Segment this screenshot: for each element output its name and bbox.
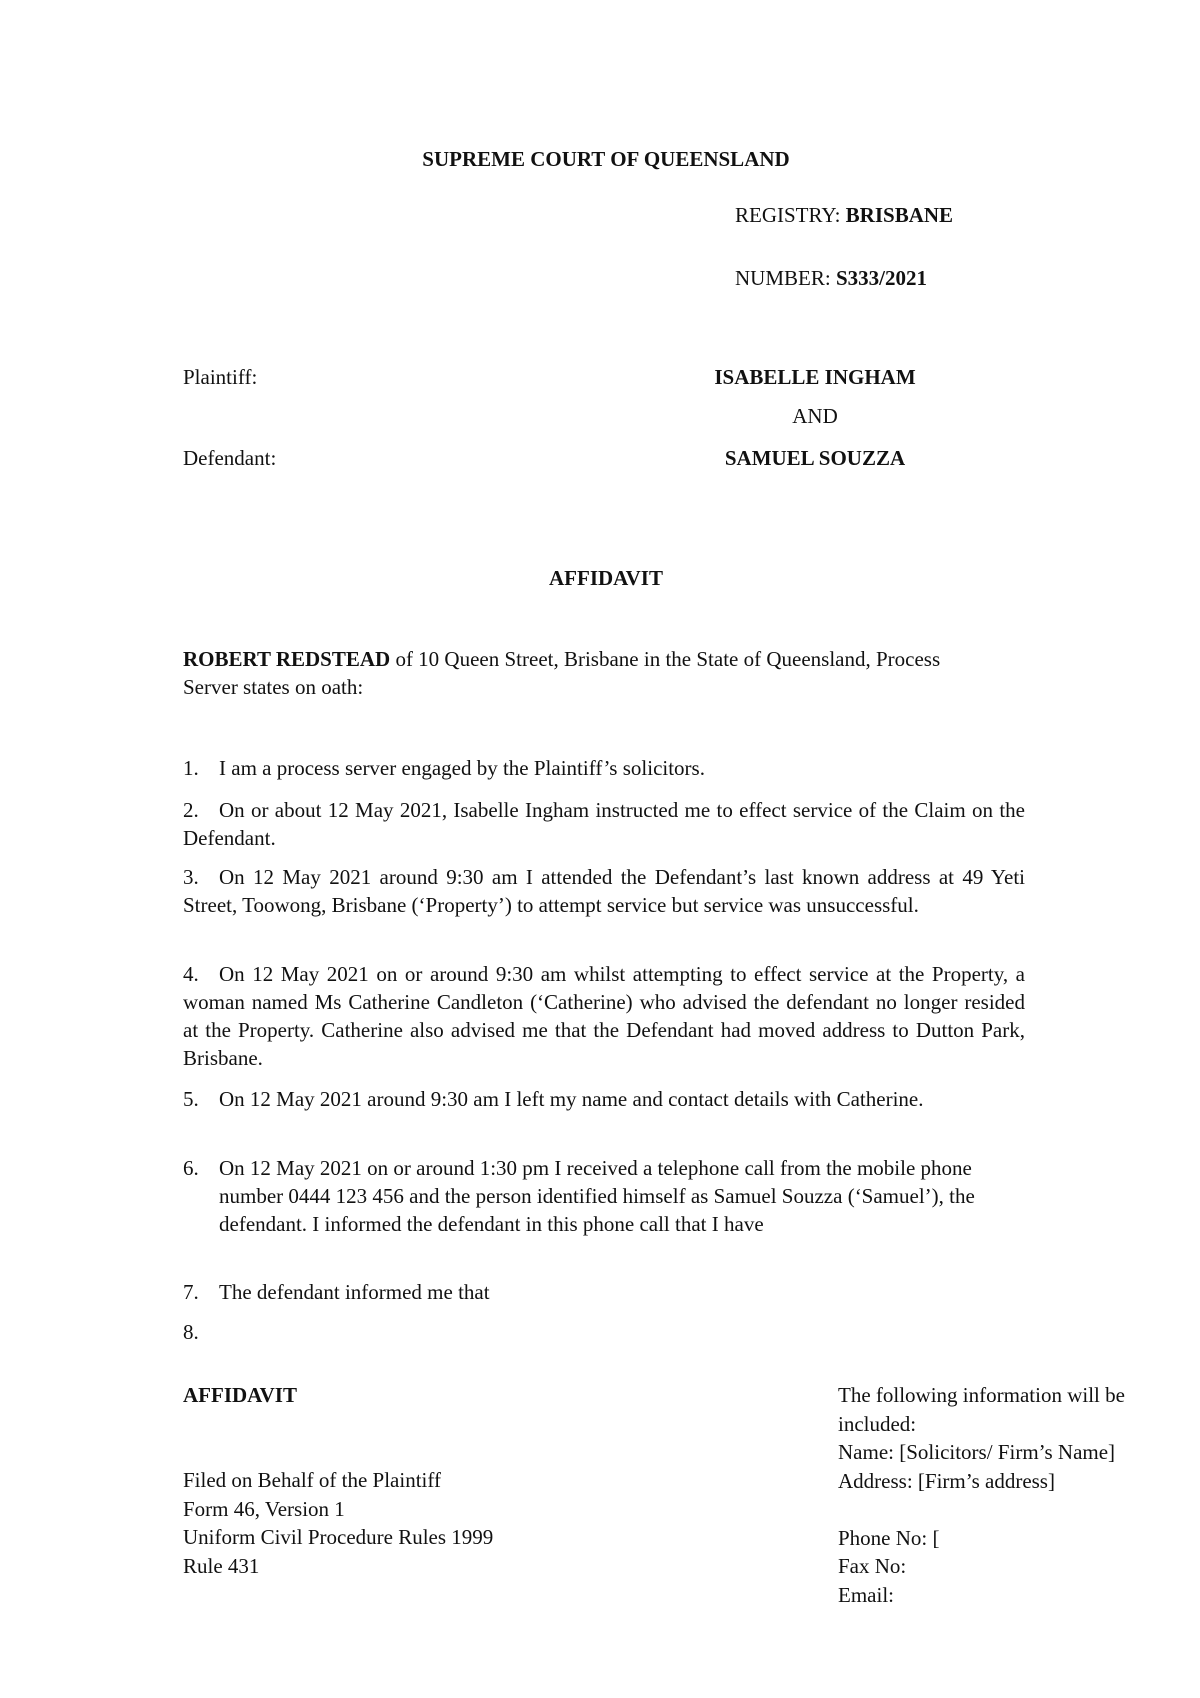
paragraph-number: 5.	[183, 1087, 199, 1111]
defendant-name: SAMUEL SOUZZA	[724, 446, 906, 470]
paragraph-number: 7.	[183, 1280, 199, 1304]
paragraph-text	[219, 1318, 1025, 1346]
registry-value: BRISBANE	[845, 203, 954, 227]
plaintiff-name: ISABELLE INGHAM	[714, 365, 916, 389]
paragraph-text: On 12 May 2021 on or around 1:30 pm I received a telephone call from the mobile phone number 0444 123 456 and the person identified himself as Samuel Souzza (‘Samuel’), the defendant. I informed the defendant in this phone call that I have	[219, 1156, 975, 1236]
paragraph-text: The defendant informed me that	[219, 1280, 490, 1304]
number-value: S333/2021	[835, 266, 927, 290]
and-separator: AND	[792, 404, 838, 428]
registry-line	[735, 203, 953, 228]
firm-address: Address: [Firm’s address]	[838, 1468, 1055, 1493]
paragraph-text: On or about 12 May 2021, Isabelle Ingham instructed me to effect service of the Claim on the Defendant.	[183, 798, 1025, 850]
footer-title: AFFIDAVIT	[183, 1383, 297, 1407]
paragraph-3	[183, 863, 1025, 919]
deponent-name: ROBERT REDSTEAD	[183, 647, 391, 671]
email-address: Email:	[838, 1582, 894, 1607]
number-line	[735, 266, 927, 291]
paragraph-text: On 12 May 2021 around 9:30 am I left my name and contact details with Catherine.	[219, 1087, 924, 1111]
paragraph-text: On 12 May 2021 on or around 9:30 am whilst attempting to effect service at the Property, a woman named Ms Catherine Candleton (‘Catherine) who advised the defendant no longer resided at the Property. Catherine also advised me that the Defendant had moved address to Dutton Park, Brisbane.	[183, 962, 1025, 1070]
fax-number: Fax No:	[838, 1554, 907, 1578]
paragraph-number: 3.	[183, 865, 199, 889]
procedure-rules: Uniform Civil Procedure Rules 1999	[183, 1525, 494, 1549]
footer-contact-block	[838, 1381, 1178, 1609]
paragraph-number: 8.	[183, 1320, 199, 1344]
paragraph-7	[183, 1278, 1025, 1306]
paragraph-number: 4.	[183, 962, 199, 986]
deponent-intro	[183, 645, 983, 701]
deponent-description: of 10 Queen Street, Brisbane in the State of Queensland, Process Server states on oath:	[183, 647, 941, 699]
footer-filing-block	[183, 1466, 493, 1580]
defendant-label: Defendant:	[183, 446, 277, 470]
filed-on-behalf: Filed on Behalf of the Plaintiff	[183, 1468, 441, 1492]
info-intro: The following information will be included:	[838, 1383, 1125, 1436]
court-title: SUPREME COURT OF QUEENSLAND	[422, 147, 790, 171]
paragraph-2	[183, 796, 1025, 852]
firm-name: Name: [Solicitors/ Firm’s Name]	[838, 1440, 1116, 1464]
paragraph-text: I am a process server engaged by the Plaintiff’s solicitors.	[219, 756, 705, 780]
paragraph-1	[183, 754, 1025, 782]
affidavit-title: AFFIDAVIT	[549, 566, 663, 590]
paragraph-number: 2.	[183, 798, 199, 822]
phone-number: Phone No: [	[838, 1525, 940, 1550]
plaintiff-label: Plaintiff:	[183, 365, 258, 389]
form-version: Form 46, Version 1	[183, 1496, 345, 1521]
paragraph-8	[183, 1318, 1025, 1346]
paragraph-5	[183, 1085, 983, 1113]
paragraph-4	[183, 960, 1025, 1072]
number-label: NUMBER:	[735, 266, 831, 290]
paragraph-number: 1.	[183, 756, 199, 780]
rule-number: Rule 431	[183, 1553, 260, 1578]
paragraph-number: 6.	[183, 1156, 199, 1180]
paragraph-text: On 12 May 2021 around 9:30 am I attended the Defendant’s last known address at 49 Yeti Street, Toowong, Brisbane (‘Property’) to attempt service but service was unsuccessful.	[183, 865, 1025, 917]
registry-label: REGISTRY:	[735, 203, 841, 227]
paragraph-6	[183, 1154, 1013, 1238]
